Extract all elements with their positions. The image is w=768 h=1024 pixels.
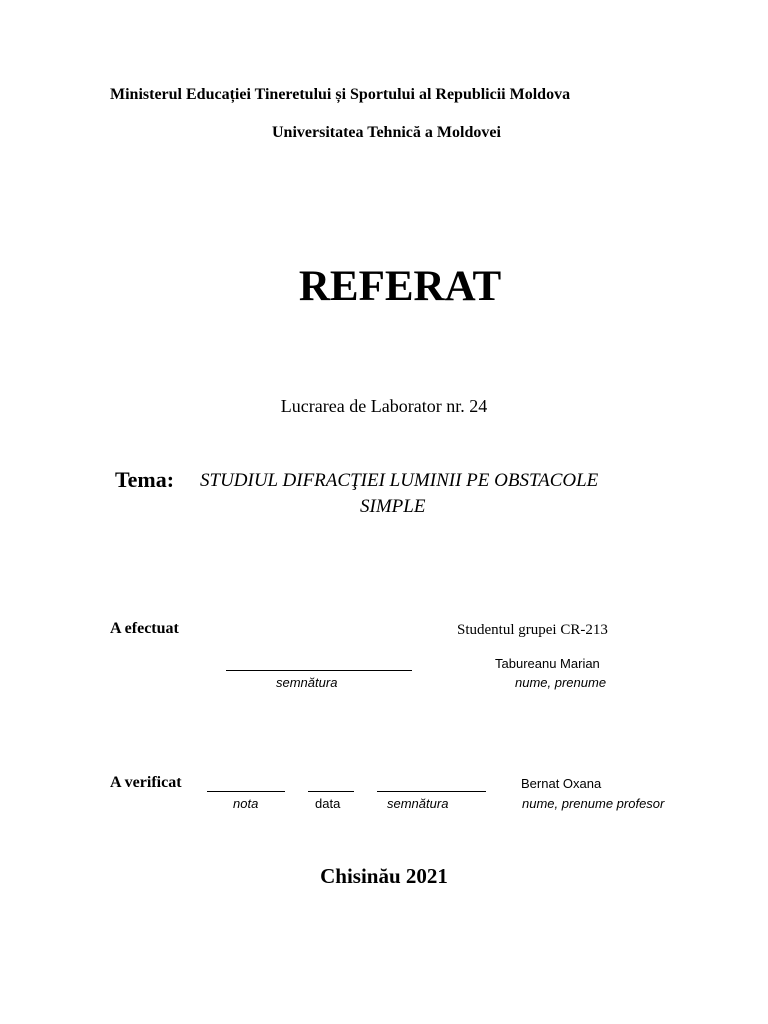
city-year: Chisinău 2021 bbox=[320, 864, 448, 888]
ministry-heading: Ministerul Educației Tineretului și Sportului al Republicii Moldova bbox=[110, 86, 571, 103]
professor-signature-caption: semnătura bbox=[387, 796, 449, 811]
professor-name: Bernat Oxana bbox=[521, 776, 602, 791]
student-group: Studentul grupei CR-213 bbox=[457, 622, 608, 638]
student-name: Tabureanu Marian bbox=[495, 656, 600, 671]
university-heading: Universitatea Tehnică a Moldovei bbox=[272, 124, 501, 141]
grade-line bbox=[207, 791, 285, 792]
student-name-caption: nume, prenume bbox=[515, 675, 607, 690]
student-signature-line bbox=[226, 670, 412, 671]
theme-title-line1: STUDIUL DIFRACŢIEI LUMINII PE OBSTACOLE bbox=[200, 470, 599, 491]
theme-label: Tema: bbox=[115, 467, 175, 492]
verified-label: A verificat bbox=[110, 774, 182, 791]
lab-number: Lucrarea de Laborator nr. 24 bbox=[280, 396, 488, 416]
student-signature-caption: semnătura bbox=[276, 675, 338, 690]
date-line bbox=[308, 791, 354, 792]
professor-signature-line bbox=[377, 791, 486, 792]
performed-label: A efectuat bbox=[110, 620, 179, 637]
grade-caption: nota bbox=[233, 796, 259, 811]
date-caption: data bbox=[315, 796, 341, 811]
professor-name-caption: nume, prenume profesor bbox=[522, 796, 665, 811]
document-title: REFERAT bbox=[298, 263, 502, 310]
theme-title-line2: SIMPLE bbox=[360, 496, 426, 517]
